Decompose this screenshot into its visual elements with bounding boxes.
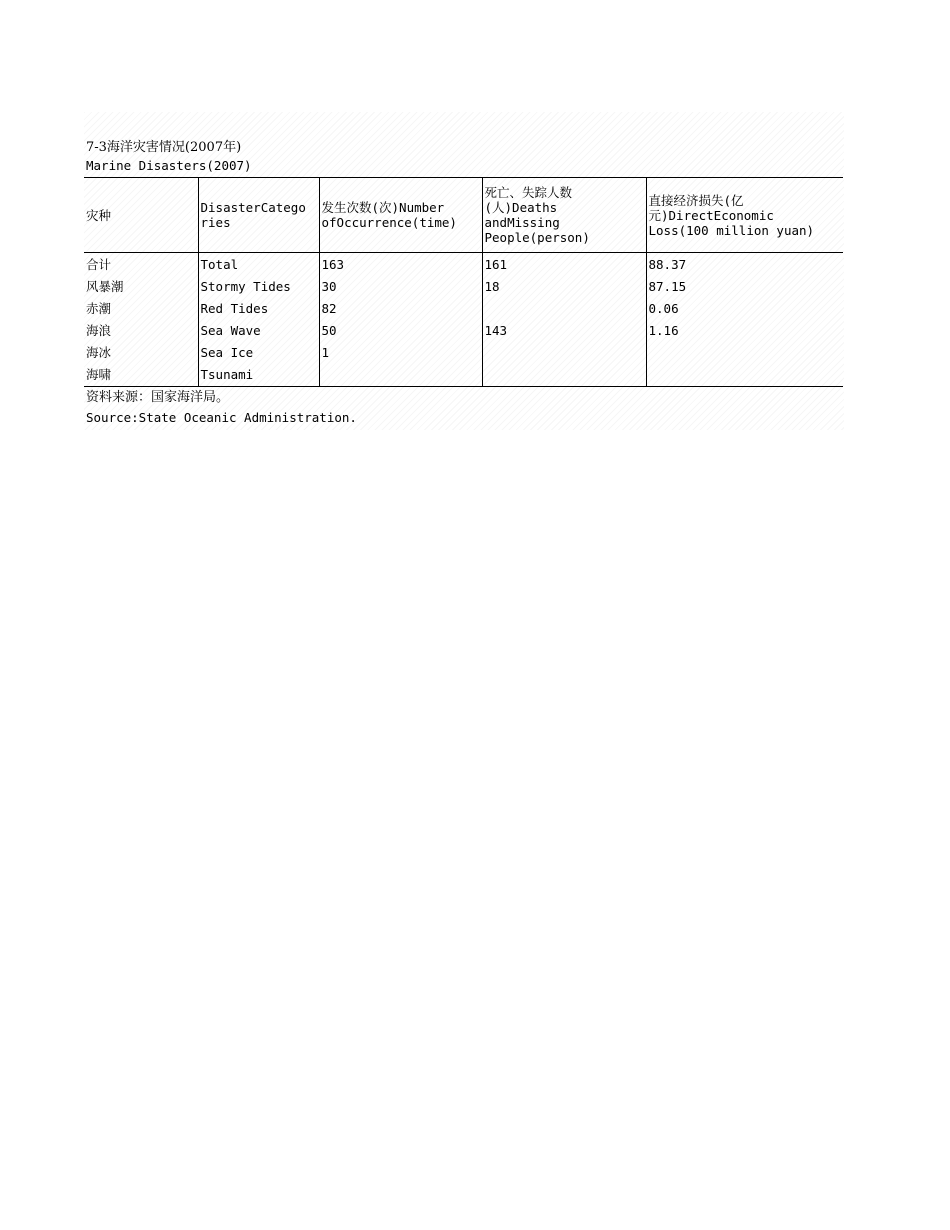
cell-disaster-cn: 海浪 — [86, 323, 112, 338]
cell-loss: 0.06 — [646, 298, 843, 320]
header-deaths-and-missing — [482, 178, 646, 253]
cell-loss: 1.16 — [646, 320, 843, 342]
header-line: ofOccurrence(time) — [321, 215, 457, 230]
cell-loss: 87.15 — [646, 276, 843, 298]
header-number-of-occurrence — [319, 178, 482, 253]
header-line: (人)Deaths — [484, 200, 558, 215]
spreadsheet-area — [84, 112, 844, 430]
header-line: 发生次数(次)Number — [321, 200, 445, 215]
cell-disaster-en: Red Tides — [198, 298, 319, 320]
source-note-chinese: 资料来源：国家海洋局。 — [86, 390, 230, 405]
header-disaster-categories — [198, 178, 319, 253]
table-title-chinese: 7-3海洋灾害情况(2007年) — [86, 140, 242, 155]
cell-loss — [646, 364, 843, 387]
cell-disaster-en: Sea Ice — [198, 342, 319, 364]
header-disaster-type-cn: 灾种 — [84, 178, 198, 253]
cell-deaths — [482, 342, 646, 364]
table-row — [84, 276, 843, 298]
cell-occurrence: 82 — [319, 298, 482, 320]
table-row — [84, 364, 843, 387]
cell-disaster-cn: 风暴潮 — [86, 279, 124, 294]
cell-disaster-cn: 赤潮 — [86, 301, 112, 316]
marine-disasters-table — [84, 177, 843, 387]
table-row — [84, 298, 843, 320]
header-line: 直接经济损失(亿 — [648, 192, 744, 208]
cell-disaster-en: Tsunami — [198, 364, 319, 387]
table-row — [84, 320, 843, 342]
cell-disaster-en: Stormy Tides — [198, 276, 319, 298]
table-row — [84, 342, 843, 364]
cell-disaster-en: Total — [198, 253, 319, 277]
cell-occurrence: 50 — [319, 320, 482, 342]
cell-occurrence: 1 — [319, 342, 482, 364]
header-line: 死亡、失踪人数 — [484, 185, 573, 200]
cell-loss: 88.37 — [646, 253, 843, 277]
header-line: Loss(100 million yuan) — [648, 222, 815, 238]
header-line: DisasterCatego — [200, 200, 306, 215]
cell-disaster-en: Sea Wave — [198, 320, 319, 342]
header-line: ries — [200, 215, 231, 230]
header-row — [84, 178, 843, 253]
table-row-total — [84, 253, 843, 277]
cell-disaster-cn: 海冰 — [86, 345, 112, 360]
cell-disaster-cn: 海啸 — [84, 364, 198, 387]
header-line: People(person) — [484, 230, 590, 245]
header-line: 元)DirectEconomic — [648, 207, 774, 223]
cell-occurrence: 163 — [319, 253, 482, 277]
table-title-english: Marine Disasters(2007) — [86, 158, 252, 173]
header-direct-economic-loss — [646, 178, 843, 253]
cell-loss — [646, 342, 843, 364]
cell-disaster-cn: 合计 — [86, 257, 112, 272]
cell-deaths: 18 — [482, 276, 646, 298]
source-note-english: Source:State Oceanic Administration. — [86, 410, 357, 425]
header-line: andMissing — [484, 215, 560, 230]
cell-occurrence — [319, 364, 482, 387]
cell-deaths: 161 — [482, 253, 646, 277]
cell-occurrence: 30 — [319, 276, 482, 298]
cell-deaths — [482, 298, 646, 320]
cell-deaths: 143 — [482, 320, 646, 342]
cell-deaths — [482, 364, 646, 387]
